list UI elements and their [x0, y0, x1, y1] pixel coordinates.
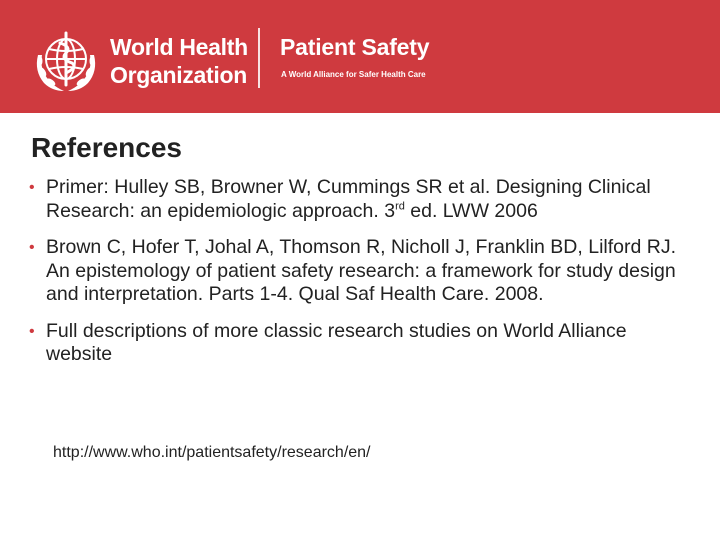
bullet-icon: •	[29, 322, 35, 340]
header-banner	[0, 0, 720, 113]
who-emblem-icon	[30, 25, 102, 97]
reference-list	[29, 176, 689, 380]
bullet-icon: •	[29, 239, 35, 256]
reference-item	[29, 236, 689, 307]
reference-text-post: ed. LWW 2006	[404, 199, 538, 222]
reference-item	[29, 176, 689, 223]
reference-text-pre: Primer: Hulley SB, Browner W, Cummings SR et al. Designing Clinical Research: an epidemiologic approach. 3	[46, 176, 651, 222]
bullet-icon: •	[29, 179, 35, 196]
reference-item	[29, 320, 689, 367]
header-divider	[258, 28, 260, 88]
slide-title: References	[31, 132, 182, 163]
reference-text: Full descriptions of more classic research studies on World Alliance website	[46, 319, 627, 365]
who-name-line2: Organization	[110, 62, 247, 88]
program-subtitle: A World Alliance for Safer Health Care	[281, 70, 426, 79]
program-title: Patient Safety	[280, 34, 430, 60]
ordinal-suffix: rd	[395, 200, 405, 212]
reference-text: Brown C, Hofer T, Johal A, Thomson R, Nicholl J, Franklin BD, Lilford RJ. An epistemology of patient safety research: a framework for study design and interpretation. Parts 1-4. Qual Saf Health Care. 2008.	[46, 236, 677, 305]
who-name	[110, 33, 248, 89]
website-link[interactable]: http://www.who.int/patientsafety/research/en/	[53, 444, 371, 461]
who-name-line1: World Health	[110, 34, 248, 60]
